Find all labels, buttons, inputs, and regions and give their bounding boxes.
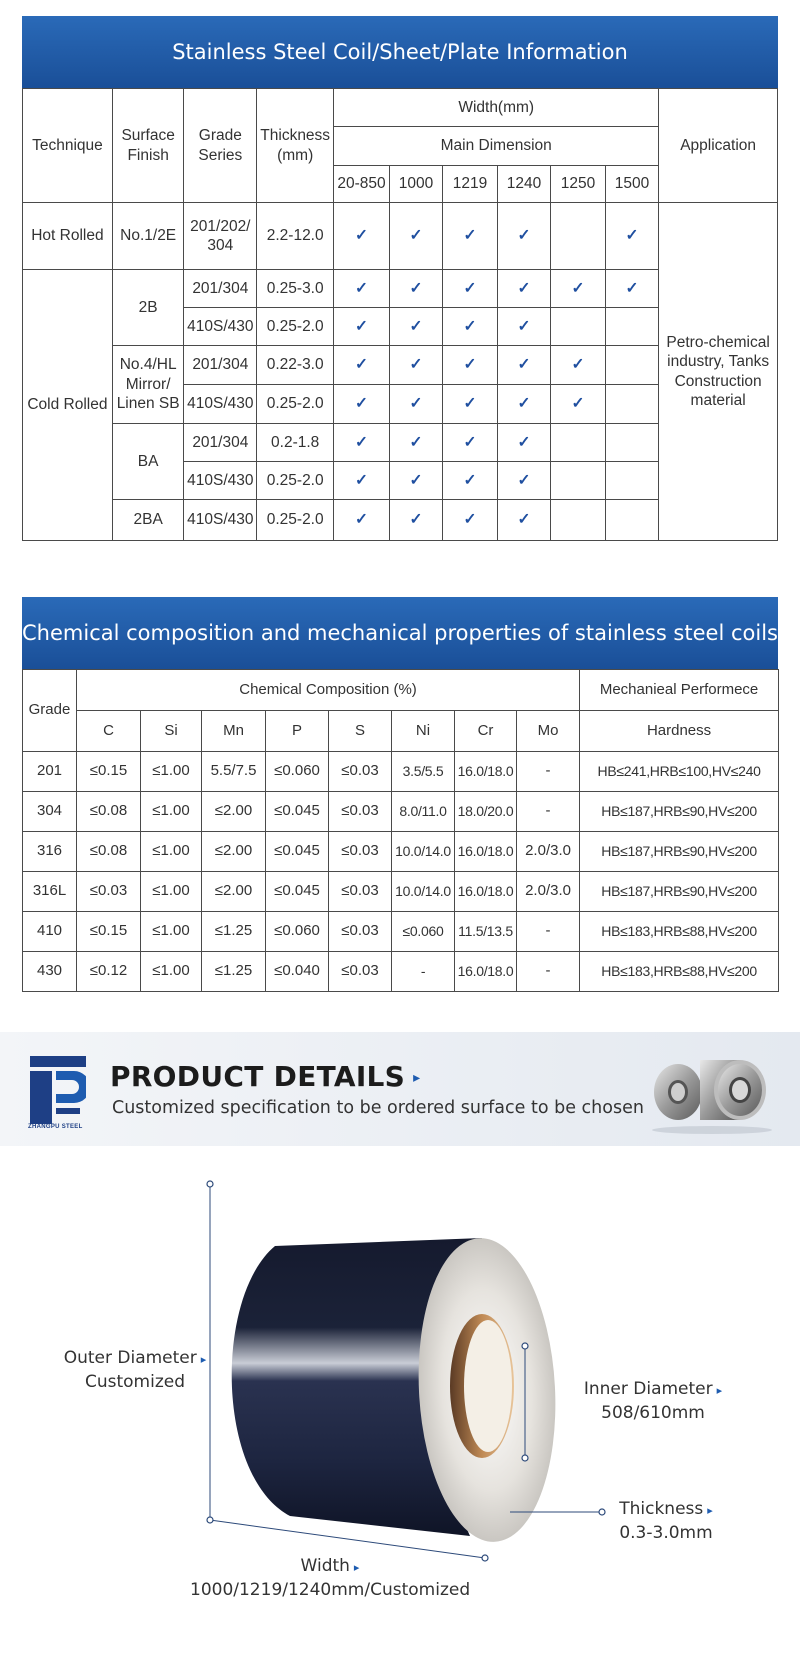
check-icon: ✓ (551, 346, 606, 385)
element-header: C (77, 711, 141, 752)
empty-cell (605, 462, 658, 500)
check-icon: ✓ (389, 462, 442, 500)
technique-hot-rolled: Hot Rolled (23, 203, 113, 270)
element-header: Mo (517, 711, 580, 752)
check-icon: ✓ (334, 500, 390, 541)
table-row (23, 792, 779, 832)
chemical-table-title: Chemical composition and mechanical properties of stainless steel coils (22, 597, 778, 669)
hardness-cell: HB≤183,HRB≤88,HV≤200 (580, 952, 779, 992)
grade-cell: 410S/430 (184, 462, 257, 500)
element-header: Ni (392, 711, 455, 752)
composition-cell: ≤0.045 (266, 872, 329, 912)
composition-cell: - (517, 752, 580, 792)
grade-cell: 316 (23, 832, 77, 872)
composition-cell: ≤0.08 (77, 792, 141, 832)
check-icon: ✓ (551, 385, 606, 424)
composition-cell: ≤0.12 (77, 952, 141, 992)
thickness-cell: 0.25-2.0 (257, 500, 334, 541)
check-icon: ✓ (497, 203, 550, 270)
product-details-subtitle: Customized specification to be ordered surface to be chosen (112, 1098, 644, 1118)
finish-2b: 2B (112, 270, 184, 346)
composition-cell: ≤1.00 (141, 872, 202, 912)
composition-cell: 16.0/18.0 (455, 832, 517, 872)
grade-cell: 316L (23, 872, 77, 912)
composition-cell: ≤0.060 (266, 752, 329, 792)
header-hardness: Hardness (580, 711, 779, 752)
arrow-right-icon: ▸ (716, 1384, 723, 1397)
check-icon: ✓ (497, 424, 550, 462)
inner-diameter-value: 508/610mm (601, 1402, 705, 1423)
check-icon: ✓ (389, 346, 442, 385)
composition-cell: ≤0.045 (266, 792, 329, 832)
check-icon: ✓ (443, 270, 498, 308)
width-col-header: 1250 (551, 166, 606, 203)
arrow-right-icon: ▸ (353, 1561, 360, 1574)
composition-cell: 18.0/20.0 (455, 792, 517, 832)
table-row (23, 912, 779, 952)
thickness-label (606, 1498, 726, 1546)
check-icon: ✓ (497, 462, 550, 500)
composition-cell: 11.5/13.5 (455, 912, 517, 952)
composition-cell: ≤0.03 (329, 832, 392, 872)
header-main-dimension: Main Dimension (334, 127, 659, 166)
composition-cell: - (392, 952, 455, 992)
check-icon: ✓ (334, 385, 390, 424)
finish-no1-2e: No.1/2E (112, 203, 184, 270)
check-icon: ✓ (334, 346, 390, 385)
check-icon: ✓ (443, 203, 498, 270)
empty-cell (605, 346, 658, 385)
composition-cell: ≤1.25 (202, 952, 266, 992)
arrow-right-icon: ▸ (707, 1504, 713, 1517)
empty-cell (605, 308, 658, 346)
header-mechanical-performance: Mechanieal Performece (580, 670, 779, 711)
arrow-right-icon: ▸ (413, 1070, 421, 1086)
chemical-table (22, 669, 779, 992)
empty-cell (551, 500, 606, 541)
check-icon: ✓ (551, 270, 606, 308)
hardness-cell: HB≤187,HRB≤90,HV≤200 (580, 792, 779, 832)
composition-cell: - (517, 792, 580, 832)
table-row (23, 872, 779, 912)
width-label (190, 1555, 470, 1603)
grade-cell: 201/304 (184, 424, 257, 462)
coils-image (640, 1042, 780, 1137)
composition-cell: ≤1.00 (141, 832, 202, 872)
grade-cell: 201/304 (184, 346, 257, 385)
composition-cell: ≤2.00 (202, 832, 266, 872)
hardness-cell: HB≤241,HRB≤100,HV≤240 (580, 752, 779, 792)
finish-2ba: 2BA (112, 500, 184, 541)
element-header: Mn (202, 711, 266, 752)
composition-cell: ≤0.060 (266, 912, 329, 952)
grade-cell: 410S/430 (184, 385, 257, 424)
thickness-cell: 0.25-2.0 (257, 308, 334, 346)
composition-cell: ≤1.25 (202, 912, 266, 952)
empty-cell (605, 424, 658, 462)
thickness-cell: 2.2-12.0 (257, 203, 334, 270)
check-icon: ✓ (443, 500, 498, 541)
grade-cell: 201 (23, 752, 77, 792)
element-header: P (266, 711, 329, 752)
composition-cell: ≤2.00 (202, 792, 266, 832)
check-icon: ✓ (334, 203, 390, 270)
check-icon: ✓ (389, 270, 442, 308)
composition-cell: 16.0/18.0 (455, 952, 517, 992)
composition-cell: ≤0.03 (329, 952, 392, 992)
check-icon: ✓ (443, 385, 498, 424)
technique-cold-rolled: Cold Rolled (23, 270, 113, 541)
grade-cell: 201/202/ 304 (184, 203, 257, 270)
header-application: Application (659, 89, 778, 203)
header-grade: Grade (23, 670, 77, 752)
check-icon: ✓ (389, 385, 442, 424)
coil-info-title: Stainless Steel Coil/Sheet/Plate Information (22, 16, 778, 88)
grade-cell: 201/304 (184, 270, 257, 308)
arrow-right-icon: ▸ (200, 1353, 207, 1366)
hardness-cell: HB≤187,HRB≤90,HV≤200 (580, 872, 779, 912)
composition-cell: 2.0/3.0 (517, 832, 580, 872)
header-grade-series: Grade Series (184, 89, 257, 203)
empty-cell (551, 462, 606, 500)
coil-info-table (22, 88, 778, 541)
width-col-header: 1240 (497, 166, 550, 203)
grade-cell: 430 (23, 952, 77, 992)
composition-cell: ≤0.03 (329, 872, 392, 912)
product-details-banner (0, 1032, 800, 1146)
check-icon: ✓ (389, 308, 442, 346)
composition-cell: 8.0/11.0 (392, 792, 455, 832)
header-thickness: Thickness (mm) (257, 89, 334, 203)
check-icon: ✓ (443, 424, 498, 462)
grade-cell: 410 (23, 912, 77, 952)
width-col-header: 20-850 (334, 166, 390, 203)
coil-bore-inner (464, 1320, 512, 1452)
grade-cell: 410S/430 (184, 308, 257, 346)
check-icon: ✓ (389, 203, 442, 270)
composition-cell: ≤1.00 (141, 912, 202, 952)
logo-text: ZHANGPU STEEL (28, 1124, 83, 1130)
application-cell: Petro-chemical industry, Tanks Construction material (659, 203, 778, 541)
chemical-table-body (23, 752, 779, 992)
composition-cell: 2.0/3.0 (517, 872, 580, 912)
inner-diameter-title: Inner Diameter (583, 1379, 713, 1399)
header-chemical-composition: Chemical Composition (%) (77, 670, 580, 711)
check-icon: ✓ (334, 308, 390, 346)
product-details-title-text: PRODUCT DETAILS (110, 1060, 406, 1093)
check-icon: ✓ (443, 462, 498, 500)
composition-cell: 3.5/5.5 (392, 752, 455, 792)
chemical-table-block (22, 597, 778, 992)
composition-cell: ≤0.15 (77, 752, 141, 792)
check-icon: ✓ (497, 308, 550, 346)
composition-cell: ≤1.00 (141, 952, 202, 992)
check-icon: ✓ (389, 424, 442, 462)
check-icon: ✓ (389, 500, 442, 541)
check-icon: ✓ (497, 500, 550, 541)
width-col-header: 1000 (389, 166, 442, 203)
element-header: Cr (455, 711, 517, 752)
thickness-cell: 0.25-3.0 (257, 270, 334, 308)
header-technique: Technique (23, 89, 113, 203)
composition-cell: 5.5/7.5 (202, 752, 266, 792)
check-icon: ✓ (334, 462, 390, 500)
thickness-cell: 0.2-1.8 (257, 424, 334, 462)
composition-cell: - (517, 952, 580, 992)
composition-cell: ≤0.045 (266, 832, 329, 872)
composition-cell: ≤0.03 (329, 912, 392, 952)
outer-diameter-title: Outer Diameter (63, 1348, 197, 1368)
thickness-title: Thickness (619, 1499, 704, 1519)
zhangpu-logo-icon (30, 1056, 86, 1124)
outer-diameter-value: Customized (84, 1371, 186, 1392)
check-icon: ✓ (334, 424, 390, 462)
check-icon: ✓ (334, 270, 390, 308)
check-icon: ✓ (497, 385, 550, 424)
width-col-header: 1219 (443, 166, 498, 203)
composition-cell: ≤2.00 (202, 872, 266, 912)
empty-cell (551, 308, 606, 346)
grade-cell: 304 (23, 792, 77, 832)
check-icon: ✓ (605, 203, 658, 270)
empty-cell (551, 203, 606, 270)
composition-cell: - (517, 912, 580, 952)
element-header: Si (141, 711, 202, 752)
thickness-cell: 0.25-2.0 (257, 385, 334, 424)
finish-ba: BA (112, 424, 184, 500)
thickness-value: 0.3-3.0mm (619, 1522, 713, 1543)
element-header: S (329, 711, 392, 752)
table-row (23, 752, 779, 792)
composition-cell: 10.0/14.0 (392, 832, 455, 872)
width-value: 1000/1219/1240mm/Customized (190, 1579, 471, 1600)
composition-cell: 16.0/18.0 (455, 872, 517, 912)
hardness-cell: HB≤183,HRB≤88,HV≤200 (580, 912, 779, 952)
grade-cell: 410S/430 (184, 500, 257, 541)
composition-cell: ≤0.060 (392, 912, 455, 952)
width-title: Width (300, 1556, 350, 1576)
check-icon: ✓ (497, 346, 550, 385)
thickness-cell: 0.22-3.0 (257, 346, 334, 385)
composition-cell: ≤0.03 (329, 752, 392, 792)
outer-diameter-label (50, 1347, 220, 1395)
check-icon: ✓ (497, 270, 550, 308)
composition-cell: ≤0.03 (77, 872, 141, 912)
composition-cell: 16.0/18.0 (455, 752, 517, 792)
empty-cell (551, 424, 606, 462)
inner-diameter-label (578, 1378, 728, 1426)
header-surface-finish: Surface Finish (112, 89, 184, 203)
empty-cell (605, 385, 658, 424)
thickness-cell: 0.25-2.0 (257, 462, 334, 500)
table-row (23, 832, 779, 872)
table-row (23, 952, 779, 992)
hardness-cell: HB≤187,HRB≤90,HV≤200 (580, 832, 779, 872)
composition-cell: ≤0.040 (266, 952, 329, 992)
check-icon: ✓ (443, 308, 498, 346)
width-col-header: 1500 (605, 166, 658, 203)
composition-cell: ≤0.03 (329, 792, 392, 832)
composition-cell: ≤0.08 (77, 832, 141, 872)
check-icon: ✓ (605, 270, 658, 308)
composition-cell: ≤1.00 (141, 752, 202, 792)
composition-cell: ≤0.15 (77, 912, 141, 952)
check-icon: ✓ (443, 346, 498, 385)
product-details-title (110, 1060, 420, 1093)
composition-cell: 10.0/14.0 (392, 872, 455, 912)
empty-cell (605, 500, 658, 541)
composition-cell: ≤1.00 (141, 792, 202, 832)
coil-info-table-block (22, 16, 778, 541)
header-width: Width(mm) (334, 89, 659, 127)
finish-no4-hl: No.4/HL Mirror/ Linen SB (112, 346, 184, 424)
